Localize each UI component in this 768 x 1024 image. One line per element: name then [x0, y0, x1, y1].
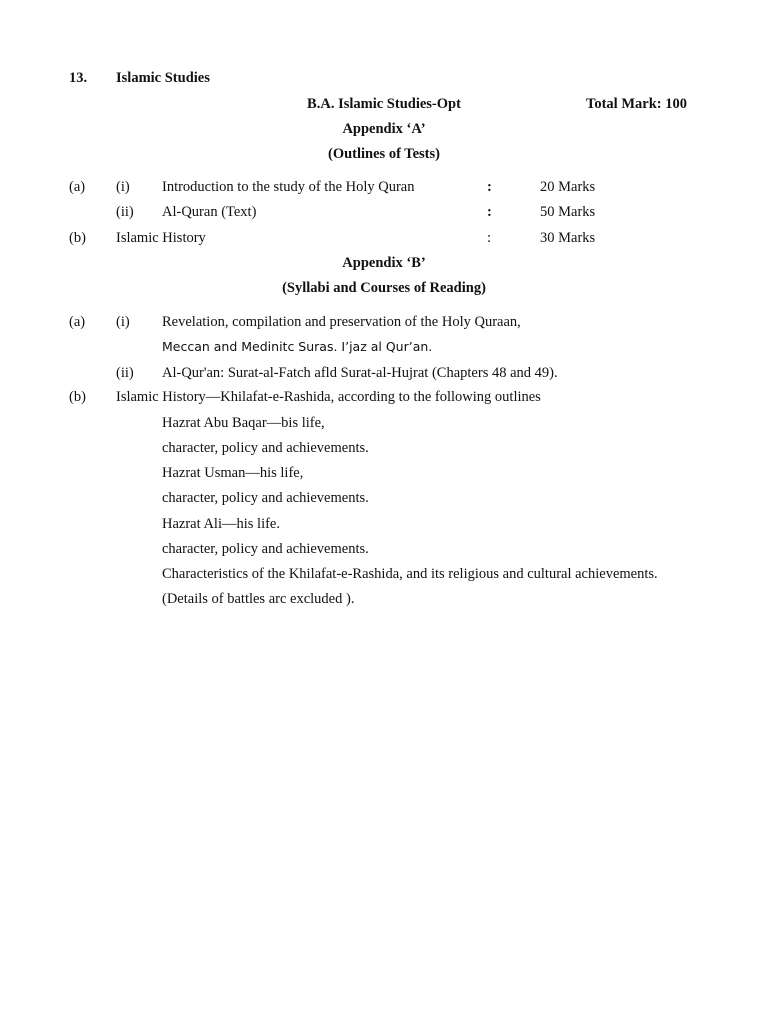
- syllabus-letter: (a): [69, 314, 86, 330]
- outline-row-text: Islamic History: [116, 230, 206, 246]
- appendix-b-subtitle: (Syllabi and Courses of Reading): [282, 280, 486, 296]
- outline-row-roman: (ii): [116, 204, 134, 220]
- outline-row-text: Al-Quran (Text): [162, 204, 257, 220]
- outline-item: Hazrat Ali—his life.: [162, 516, 280, 532]
- outline-item: (Details of battles arc excluded ).: [162, 591, 355, 607]
- syllabus-text: Islamic History—Khilafat-e-Rashida, according to the following outlines: [116, 389, 541, 405]
- syllabus-text: Al-Qur'an: Surat-al-Fatch afld Surat-al-Hujrat (Chapters 48 and 49).: [162, 365, 558, 381]
- outline-item: Hazrat Abu Baqar—bis life,: [162, 415, 325, 431]
- syllabus-roman: (i): [116, 314, 130, 330]
- outline-row-roman: (i): [116, 179, 130, 195]
- outline-item: character, policy and achievements.: [162, 440, 369, 456]
- section-title: Islamic Studies: [116, 70, 210, 86]
- outline-row-letter: (b): [69, 230, 86, 246]
- syllabus-text: Revelation, compilation and preservation of the Holy Quraan,: [162, 314, 521, 330]
- outline-row-colon: :: [487, 179, 492, 195]
- appendix-a-subtitle: (Outlines of Tests): [328, 146, 440, 162]
- outline-item: Hazrat Usman—his life,: [162, 465, 304, 481]
- outline-row-letter: (a): [69, 179, 86, 195]
- outline-row-marks: 50 Marks: [540, 204, 596, 220]
- outline-item: character, policy and achievements.: [162, 541, 369, 557]
- outline-row-colon: :: [487, 230, 492, 246]
- outline-row-marks: 20 Marks: [540, 179, 596, 195]
- outline-item: character, policy and achievements.: [162, 490, 369, 506]
- outline-item: Characteristics of the Khilafat-e-Rashida, and its religious and cultural achievements.: [162, 566, 658, 582]
- outline-row-text: Introduction to the study of the Holy Quran: [162, 179, 415, 195]
- outline-row-marks: 30 Marks: [540, 230, 596, 246]
- course-title: B.A. Islamic Studies-Opt: [307, 96, 461, 112]
- syllabus-roman: (ii): [116, 365, 134, 381]
- syllabus-letter: (b): [69, 389, 86, 405]
- syllabus-text: Meccan and Medinitc Suras. I’jaz al Qur’an.: [162, 339, 433, 354]
- appendix-a-title: Appendix ‘A’: [342, 121, 426, 137]
- section-number: 13.: [69, 70, 88, 86]
- outline-row-colon: :: [487, 204, 492, 220]
- total-mark: Total Mark: 100: [586, 96, 687, 112]
- appendix-b-title: Appendix ‘B’: [342, 255, 426, 271]
